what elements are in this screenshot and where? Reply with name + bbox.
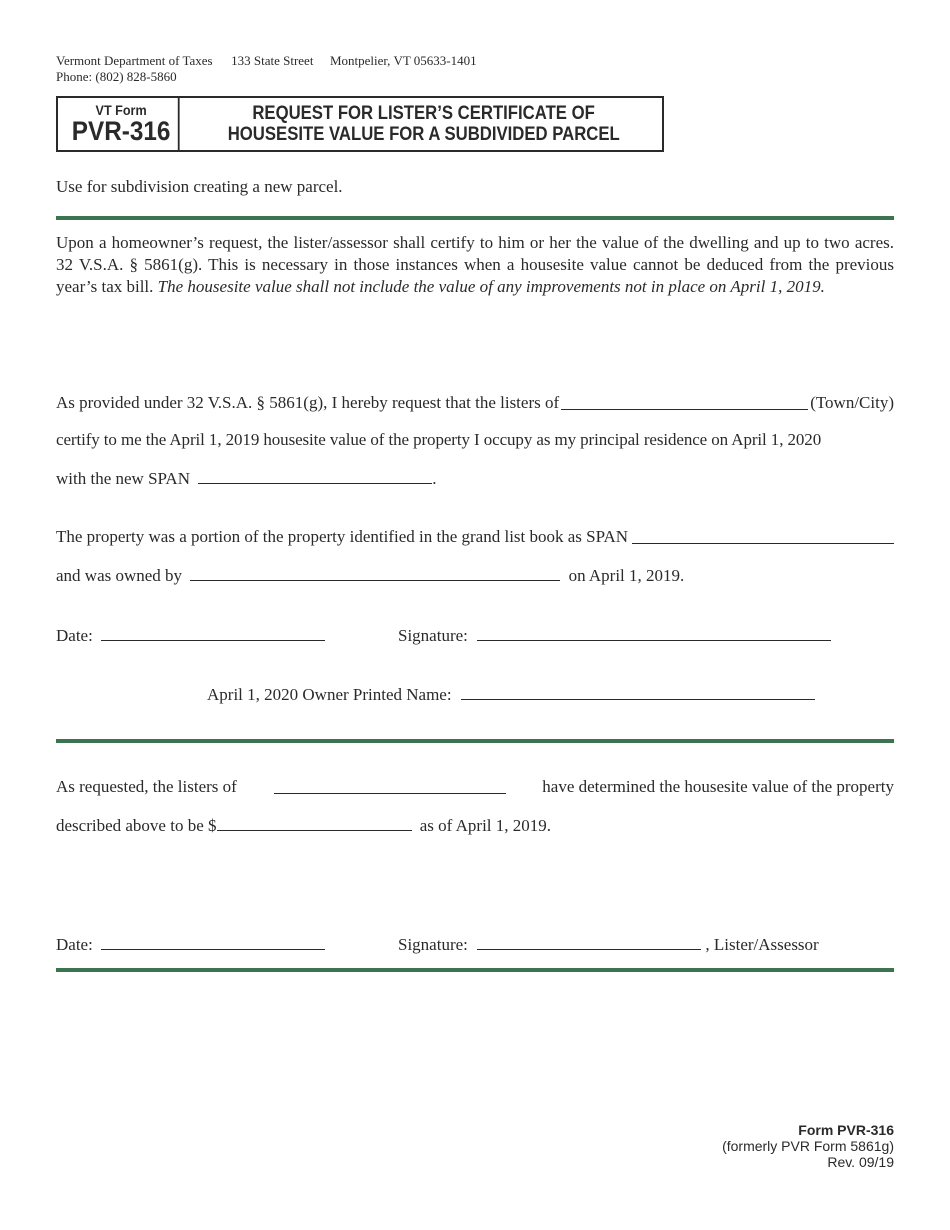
footer-rev: Rev. 09/19	[827, 1154, 894, 1170]
request-line5-prefix: and was owned by	[56, 566, 183, 585]
form-footer	[722, 1122, 894, 1170]
request-line3-prefix: with the new SPAN	[56, 469, 190, 488]
form-number: PVR-316	[71, 116, 171, 146]
divider-middle	[56, 739, 894, 743]
owner-date-field[interactable]	[101, 623, 325, 641]
lister-line2-suffix: as of April 1, 2019.	[419, 816, 552, 835]
lister-date-field[interactable]	[101, 932, 325, 950]
form-title-line1: REQUEST FOR LISTER’S CERTIFICATE OF	[252, 103, 596, 124]
lister-signature-row	[398, 932, 858, 956]
lister-town-field[interactable]	[274, 776, 506, 794]
town-city-field[interactable]	[561, 392, 808, 410]
owner-name-row	[207, 682, 847, 706]
lister-signature-suffix: , Lister/Assessor	[705, 935, 819, 954]
lister-line2-prefix: described above to be $	[56, 816, 217, 835]
request-line1-prefix: As provided under 32 V.S.A. § 5861(g), I hereby request that the listers of	[56, 393, 560, 412]
request-line4-prefix: The property was a portion of the property identified in the grand list book as SPAN	[56, 527, 629, 546]
request-line-5	[56, 563, 894, 587]
intro-italic: The housesite value shall not include the value of any improvements not in place on April 1, 2019.	[157, 277, 825, 296]
form-title-box	[56, 96, 664, 152]
purpose-text: Use for subdivision creating a new parcel.	[56, 177, 343, 196]
original-span-field[interactable]	[632, 526, 894, 544]
request-line1-suffix: (Town/City)	[810, 393, 894, 412]
lister-signature-field[interactable]	[477, 932, 701, 950]
divider-top	[56, 216, 894, 220]
owner-signature-field[interactable]	[477, 623, 831, 641]
request-line-2: certify to me the April 1, 2019 housesite value of the property I occupy as my principal residence on April 1, 2020	[56, 430, 822, 449]
agency-name: Vermont Department of Taxes	[56, 53, 213, 68]
owner-signature-label: Signature:	[398, 626, 468, 645]
lister-line-1	[56, 776, 894, 798]
lister-line1-prefix: As requested, the listers of	[56, 777, 237, 796]
form-title-line2: HOUSESITE VALUE FOR A SUBDIVIDED PARCEL	[227, 124, 621, 145]
footer-form: Form PVR-316	[798, 1122, 894, 1138]
lister-line1-suffix: have determined the housesite value of the property	[542, 777, 894, 796]
housesite-value-field[interactable]	[217, 813, 412, 831]
request-line-1	[56, 392, 894, 414]
agency-city: Montpelier, VT 05633-1401	[329, 53, 477, 68]
lister-signature-label: Signature:	[398, 935, 468, 954]
owner-name-field[interactable]	[461, 682, 815, 700]
agency-phone: Phone: (802) 828-5860	[56, 69, 177, 84]
owner-signature-row	[398, 623, 838, 647]
request-line-3	[56, 466, 894, 490]
form-label: VT Form	[95, 102, 147, 118]
owner-name-label: April 1, 2020 Owner Printed Name:	[207, 685, 452, 704]
agency-address	[56, 53, 477, 69]
form-title	[186, 98, 662, 150]
agency-street: 133 State Street	[231, 53, 314, 68]
footer-formerly: (formerly PVR Form 5861g)	[722, 1138, 894, 1154]
intro-paragraph	[56, 232, 894, 298]
request-line-4	[56, 526, 894, 548]
intro-text: Upon a homeowner’s request, the lister/assessor shall certify to him or her the value of the dwelling and up to two acres. 32 V.S.A. § 5861(g). This is necessary in those instances when a housesite value cannot be deduced from the previous year’s tax bill.	[56, 233, 894, 296]
lister-line-2	[56, 813, 894, 837]
new-span-field[interactable]	[198, 466, 432, 484]
owner-date-label: Date:	[56, 626, 93, 645]
previous-owner-field[interactable]	[190, 563, 560, 581]
lister-date-label: Date:	[56, 935, 93, 954]
form-id	[64, 98, 179, 150]
request-line3-suffix: .	[432, 469, 437, 488]
divider-bottom	[56, 968, 894, 972]
request-line5-suffix: on April 1, 2019.	[568, 566, 685, 585]
